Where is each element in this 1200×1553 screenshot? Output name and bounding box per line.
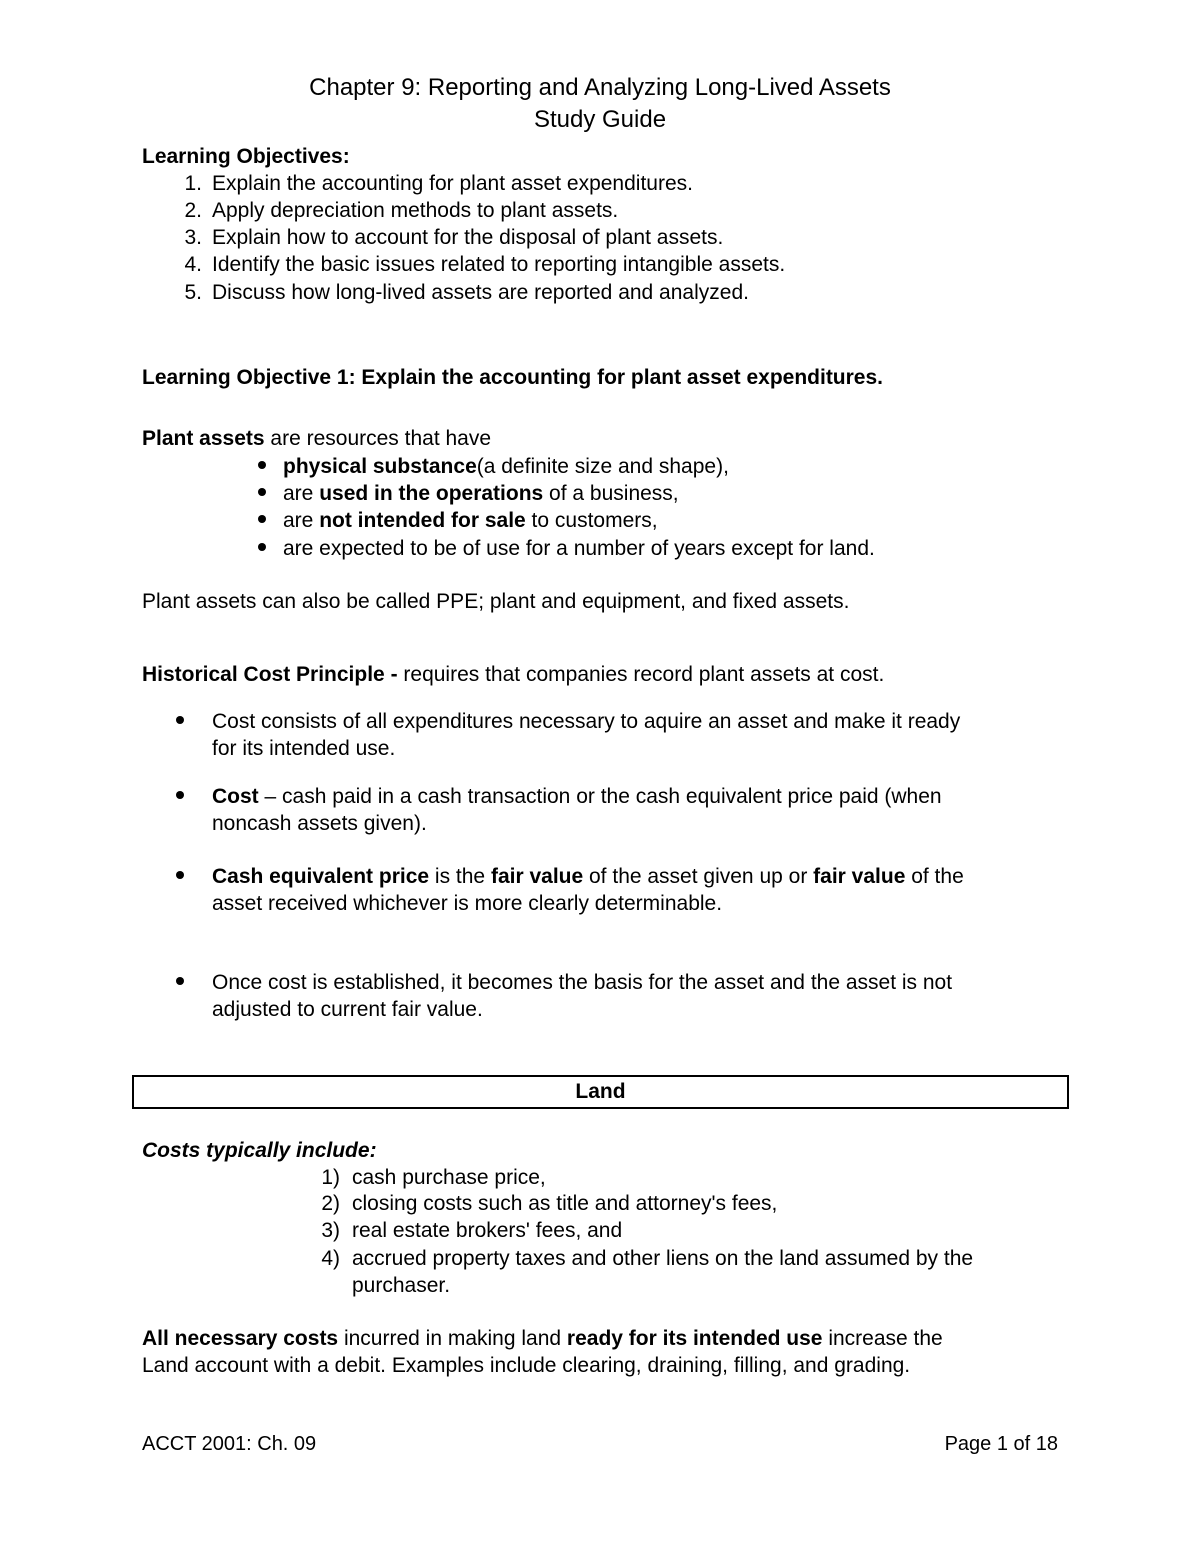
costs-heading: Costs typically include: (142, 1139, 377, 1162)
objective-item: 1. Explain the accounting for plant asset expenditures. (184, 172, 693, 195)
cost-point: Cost consists of all expenditures necessary to aquire an asset and make it ready (212, 710, 961, 733)
objective-item: 3. Explain how to account for the disposal of plant assets. (184, 226, 724, 249)
page-subtitle: Study Guide (533, 106, 667, 133)
plant-asset-trait: are expected to be of use for a number of years except for land. (283, 537, 875, 560)
page-title: Chapter 9: Reporting and Analyzing Long-Lived Assets (309, 74, 891, 101)
objective-item: 4. Identify the basic issues related to reporting intangible assets. (184, 253, 786, 276)
plant-assets-definition: Plant assets are resources that have (142, 427, 492, 450)
lo1-heading: Learning Objective 1: Explain the accounting for plant asset expenditures. (142, 366, 883, 389)
bullet-icon (176, 977, 184, 985)
bullet-icon (176, 871, 184, 879)
objective-item: 2. Apply depreciation methods to plant assets. (184, 199, 619, 222)
plant-asset-trait: physical substance(a definite size and shape), (283, 455, 729, 478)
cost-point: Once cost is established, it becomes the basis for the asset and the asset is not (212, 971, 953, 994)
bullet-icon (258, 461, 266, 469)
bullet-icon (258, 488, 266, 496)
land-cost-item: 4) accrued property taxes and other liens on the land assumed by the (321, 1247, 974, 1270)
land-cost-item: 1) cash purchase price, (321, 1166, 546, 1189)
cost-point: Cost – cash paid in a cash transaction or the cash equivalent price paid (when (212, 785, 942, 808)
land-cost-item: 3) real estate brokers' fees, and (321, 1219, 623, 1242)
cost-point-cont: asset received whichever is more clearly determinable. (212, 892, 723, 915)
footer-course: ACCT 2001: Ch. 09 (142, 1433, 317, 1455)
cost-point: Cash equivalent price is the fair value of the asset given up or fair value of the (212, 865, 964, 888)
bullet-icon (176, 791, 184, 799)
plant-asset-trait: are used in the operations of a business, (283, 482, 679, 505)
footer-page-number: Page 1 of 18 (944, 1433, 1058, 1455)
land-section-header: Land (132, 1075, 1069, 1109)
necessary-costs-paragraph-cont: Land account with a debit. Examples include clearing, draining, filling, and grading. (142, 1354, 911, 1377)
bullet-icon (176, 716, 184, 724)
bullet-icon (258, 515, 266, 523)
cost-point-cont: for its intended use. (212, 737, 396, 760)
cost-point-cont: noncash assets given). (212, 812, 427, 835)
objective-item: 5. Discuss how long-lived assets are reported and analyzed. (184, 281, 749, 304)
plant-asset-trait: are not intended for sale to customers, (283, 509, 658, 532)
cost-point-cont: adjusted to current fair value. (212, 998, 483, 1021)
plant-assets-alias: Plant assets can also be called PPE; plant and equipment, and fixed assets. (142, 590, 850, 613)
land-cost-item: 2) closing costs such as title and attorney's fees, (321, 1192, 778, 1215)
historical-cost-principle: Historical Cost Principle - requires that companies record plant assets at cost. (142, 663, 885, 686)
objectives-heading: Learning Objectives: (142, 145, 350, 168)
land-cost-item-cont: purchaser. (352, 1274, 451, 1297)
necessary-costs-paragraph: All necessary costs incurred in making land ready for its intended use increase the (142, 1327, 943, 1350)
bullet-icon (258, 543, 266, 551)
